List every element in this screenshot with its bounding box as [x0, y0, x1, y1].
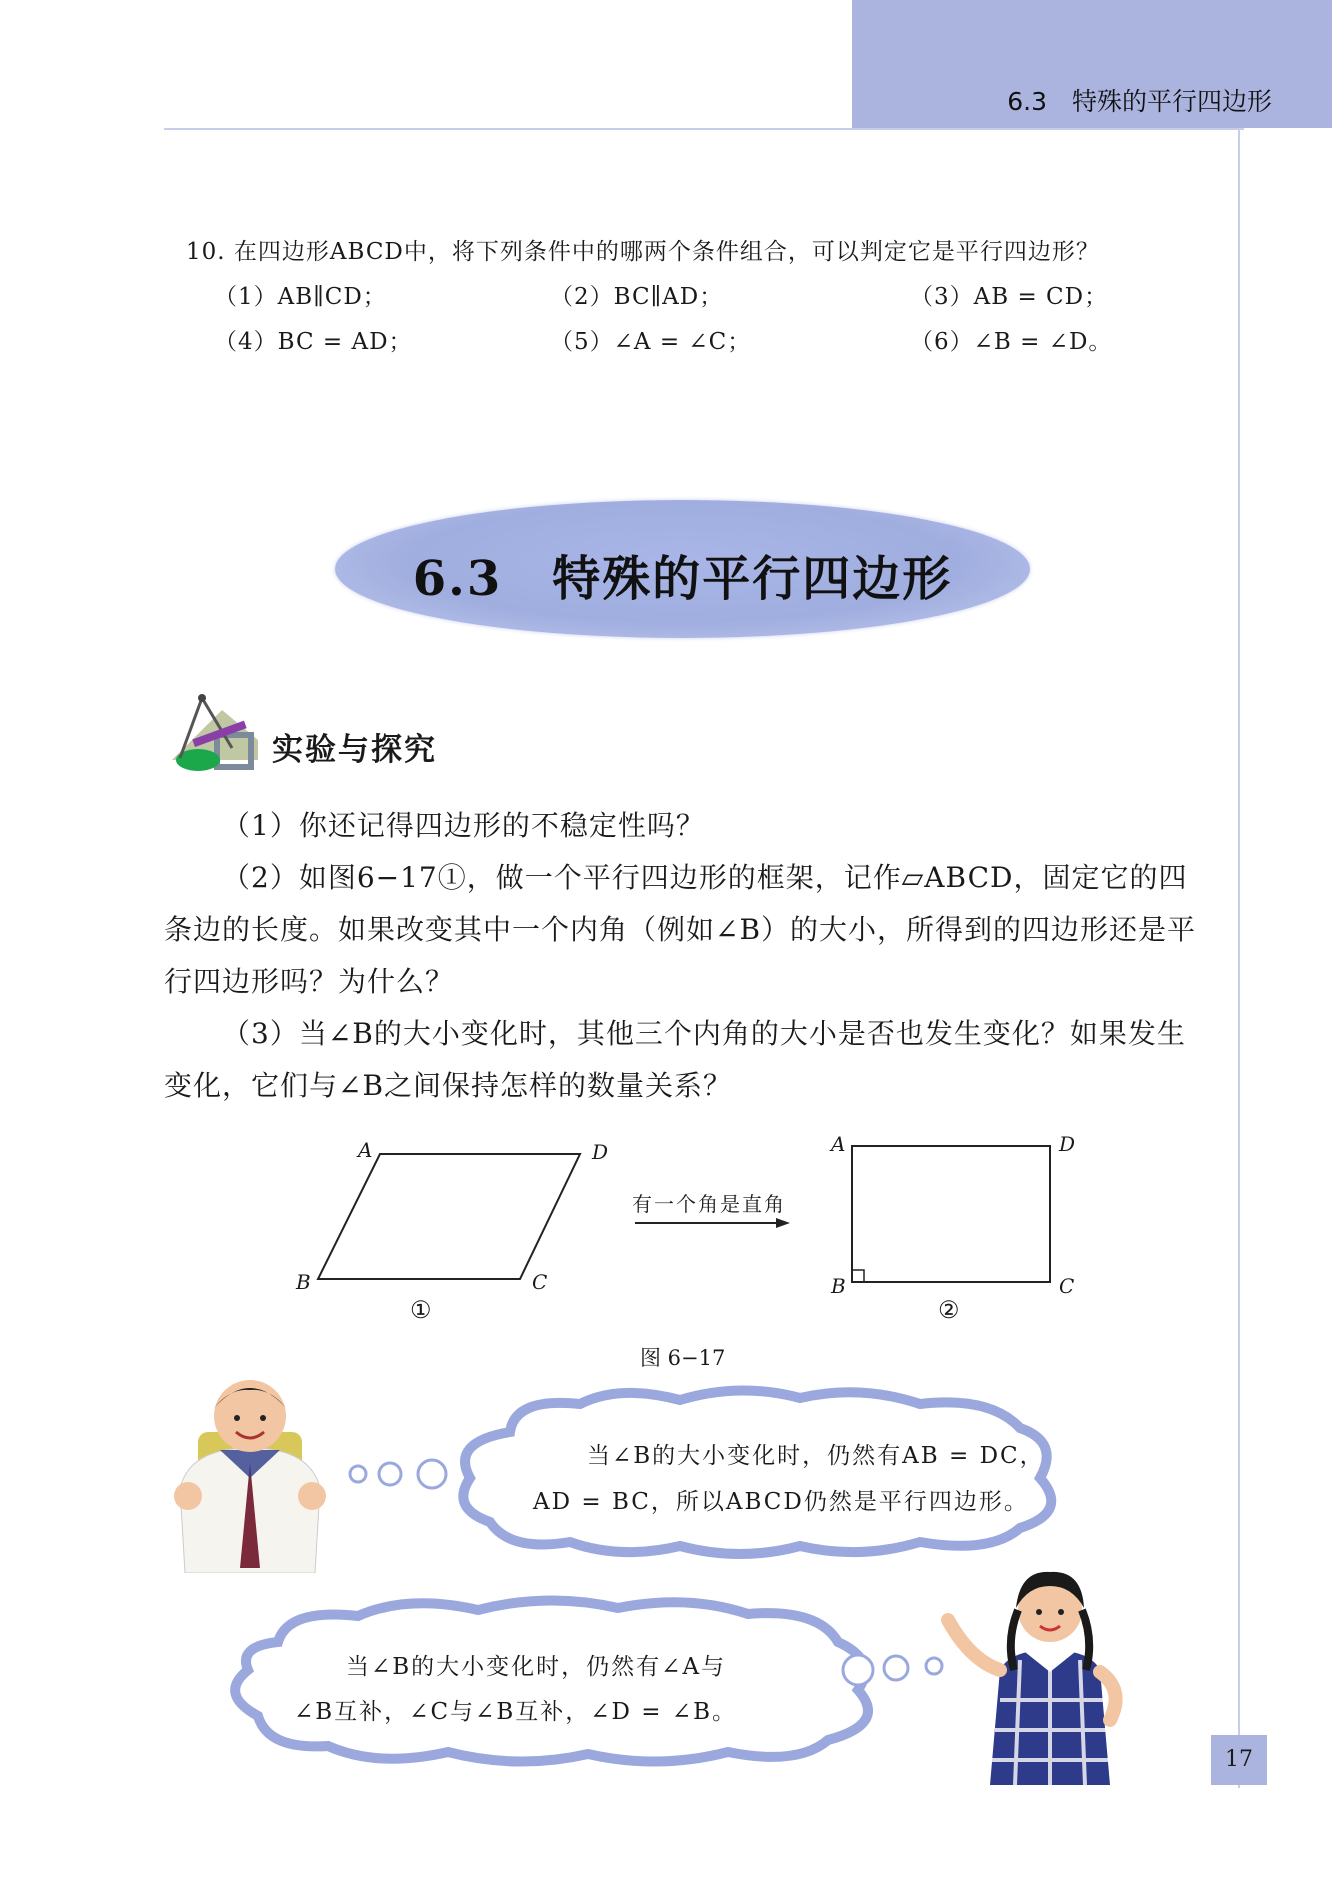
activity-paragraph-2: （2）如图6−17①，做一个平行四边形的框架，记作▱ABCD，固定它的四条边的长度。如果改变其中一个内角（例如∠B）的大小，所得到的四边形还是平行四边形吗？为什么？ — [164, 861, 1197, 998]
fig2-number: ② — [938, 1296, 960, 1324]
rectangle-shape — [852, 1146, 1050, 1282]
bubble-1-line-2: AD = BC，所以ABCD仍然是平行四边形。 — [533, 1489, 1029, 1515]
exercise-option: （3）AB = CD； — [910, 284, 1109, 310]
running-header: 6.3 特殊的平行四边形 — [1007, 87, 1272, 116]
parallelogram-shape — [318, 1154, 580, 1279]
activity-label: 实验与探究 — [272, 732, 437, 768]
exercise-option: （4）BC = AD； — [214, 329, 413, 355]
boy-illustration — [160, 1368, 340, 1573]
page-number: 17 — [1211, 1735, 1267, 1785]
fig2-vertex-b: B — [831, 1274, 846, 1298]
figure-caption: 图 6−17 — [640, 1346, 726, 1370]
fig1-vertex-b: B — [296, 1270, 311, 1294]
fig2-vertex-d: D — [1059, 1132, 1076, 1156]
bubble-2-line-1: 当∠B的大小变化时，仍然有∠A与 — [346, 1654, 727, 1680]
exercise-option: （6）∠B = ∠D。 — [910, 329, 1113, 355]
bubble-2-line-2: ∠B互补，∠C与∠B互补，∠D = ∠B。 — [294, 1699, 737, 1725]
activity-paragraph-3: （3）当∠B的大小变化时，其他三个内角的大小是否也发生变化？如果发生变化，它们与∠B之间保持怎样的数量关系？ — [164, 1017, 1186, 1102]
exercise-question: 10. 在四边形ABCD中，将下列条件中的哪两个条件组合，可以判定它是平行四边形？ — [186, 239, 1100, 265]
exercise-option: （1）AB∥CD； — [214, 284, 387, 310]
right-angle-mark — [852, 1270, 864, 1282]
exercise-option: （5）∠A = ∠C； — [550, 329, 752, 355]
girl-illustration — [940, 1560, 1140, 1785]
arrow-label: 有一个角是直角 — [632, 1192, 786, 1216]
thought-bubble-1 — [340, 1382, 1100, 1562]
fig2-vertex-a: A — [831, 1132, 846, 1156]
bubble-1-line-1: 当∠B的大小变化时，仍然有AB = DC， — [587, 1443, 1045, 1469]
activity-paragraph-1: （1）你还记得四边形的不稳定性吗？ — [222, 809, 705, 842]
section-title: 6.3 特殊的平行四边形 — [412, 551, 953, 607]
fig2-vertex-c: C — [1059, 1274, 1075, 1298]
fig1-number: ① — [410, 1296, 432, 1324]
fig1-vertex-d: D — [592, 1140, 609, 1164]
fig1-vertex-a: A — [358, 1138, 373, 1162]
arrow-head — [776, 1218, 790, 1228]
fig1-vertex-c: C — [532, 1270, 548, 1294]
exercise-option: （2）BC∥AD； — [550, 284, 724, 310]
